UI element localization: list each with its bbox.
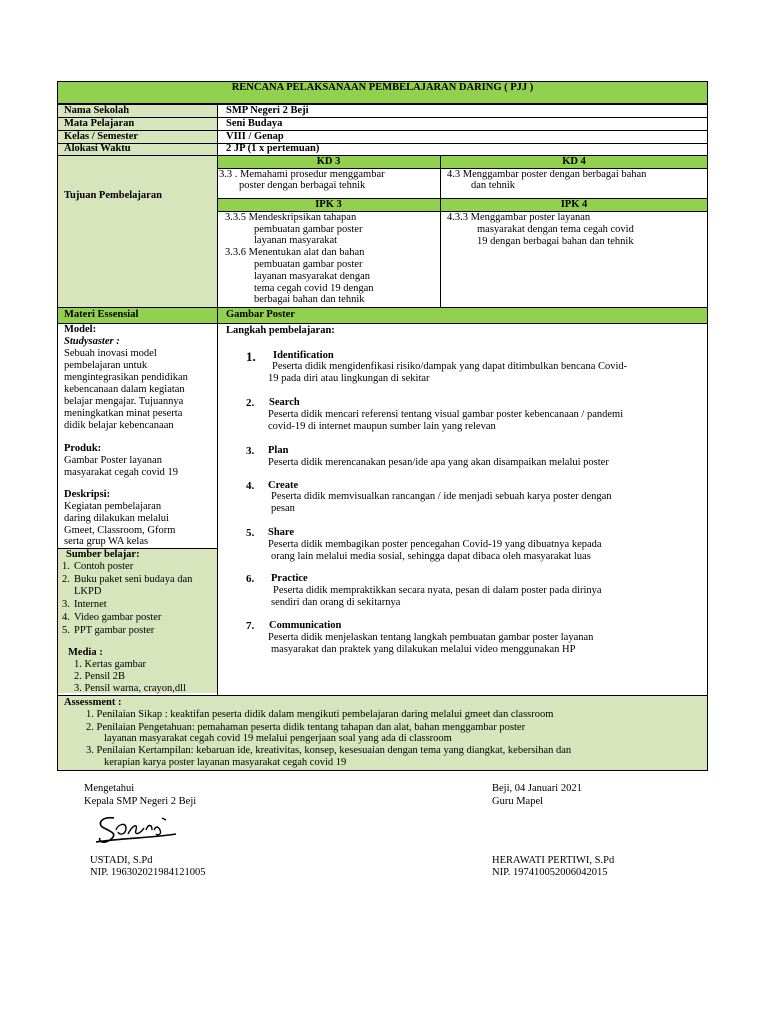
deskripsi-line-1: Kegiatan pembelajaran bbox=[64, 501, 162, 512]
deskripsi-label: Deskripsi: bbox=[64, 489, 111, 500]
identity-value-subject: Seni Budaya bbox=[226, 118, 283, 129]
sumber-num-2: 2. bbox=[62, 574, 70, 585]
document-title: RENCANA PELAKSANAAN PEMBELAJARAN DARING ( PJJ ) bbox=[231, 82, 534, 93]
step-number: 5. bbox=[246, 527, 255, 539]
ipk3-line-6: layanan masyarakat dengan bbox=[254, 271, 371, 282]
kd4-header: KD 4 bbox=[562, 156, 586, 167]
step-number: 3. bbox=[246, 445, 255, 457]
kd3-line-1: 3.3 . Memahami prosedur menggambar bbox=[219, 169, 385, 180]
step-number: 2. bbox=[246, 397, 255, 409]
ipk4-header: IPK 4 bbox=[560, 199, 588, 210]
sign-left-nip: NIP. 196302021984121005 bbox=[90, 867, 206, 878]
materi-row-bg bbox=[58, 308, 707, 323]
sumber-num-3: 3. bbox=[62, 599, 70, 610]
ipk4-line-2: masyarakat dengan tema cegah covid bbox=[477, 224, 634, 235]
identity-label-time: Alokasi Waktu bbox=[64, 143, 131, 154]
materi-label: Materi Essensial bbox=[64, 309, 139, 320]
model-desc-7: didik belajar kebencanaan bbox=[64, 420, 174, 431]
sign-right-line2: Guru Mapel bbox=[492, 796, 544, 807]
step-desc-2: 19 pada diri atau lingkungan di sekitar bbox=[268, 373, 430, 384]
assessment-item-1: 1. Penilaian Sikap : keaktifan peserta didik dalam mengikuti pembelajaran daring melalui gmeet dan classroom bbox=[86, 709, 554, 720]
step-number: 4. bbox=[246, 480, 255, 492]
step-desc-2: pesan bbox=[271, 503, 295, 514]
media-label: Media : bbox=[68, 647, 103, 658]
identity-label-subject: Mata Pelajaran bbox=[64, 118, 135, 129]
sign-left-name: USTADI, S.Pd bbox=[90, 855, 153, 866]
identity-label-class: Kelas / Semester bbox=[64, 131, 139, 142]
assessment-item-2a: 2. Penilaian Pengetahuan: pemahaman peserta didik tentang tahapan dan alat, bahan menggambar poster bbox=[86, 722, 526, 733]
sumber-num-1: 1. bbox=[62, 561, 70, 572]
identity-value-school: SMP Negeri 2 Beji bbox=[226, 105, 309, 116]
model-desc-2: pembelajaran untuk bbox=[64, 360, 148, 371]
step-number: 6. bbox=[246, 573, 255, 585]
step-desc-2: orang lain melalui media sosial, sehingga dapat dibaca oleh masyarakat luas bbox=[271, 551, 591, 562]
sumber-item-1: Contoh poster bbox=[74, 561, 134, 572]
sign-right-nip: NIP. 197410052006042015 bbox=[492, 867, 608, 878]
model-desc-5: belajar mengajar. Tujuannya bbox=[64, 396, 184, 407]
model-label: Model: bbox=[64, 324, 97, 335]
deskripsi-line-2: daring dilakukan melalui bbox=[64, 513, 169, 524]
media-item-1: 1. Kertas gambar bbox=[74, 659, 147, 670]
sign-left-line1: Mengetahui bbox=[84, 783, 135, 794]
media-item-3: 3. Pensil warna, crayon,dll bbox=[74, 683, 186, 694]
model-desc-6: meningkatkan minat peserta bbox=[64, 408, 183, 419]
signature-image bbox=[92, 808, 178, 848]
sumber-num-5: 5. bbox=[62, 625, 70, 636]
langkah-label: Langkah pembelajaran: bbox=[226, 325, 335, 336]
ipk3-header: IPK 3 bbox=[315, 199, 342, 210]
step-title: Identification bbox=[273, 350, 334, 361]
kd4-line-2: dan tehnik bbox=[471, 180, 516, 191]
kd4-line-1: 4.3 Menggambar poster dengan berbagai bahan bbox=[447, 169, 647, 180]
produk-line-2: masyarakat cegah covid 19 bbox=[64, 467, 178, 478]
step-number: 1. bbox=[246, 349, 256, 364]
ipk3-line-4: 3.3.6 Menentukan alat dan bahan bbox=[225, 247, 365, 258]
produk-line-1: Gambar Poster layanan bbox=[64, 455, 162, 466]
ipk3-line-7: tema cegah covid 19 dengan bbox=[254, 283, 374, 294]
deskripsi-line-3: Gmeet, Classroom, Gform bbox=[64, 525, 176, 536]
sumber-item-2: Buku paket seni budaya dan bbox=[74, 574, 193, 585]
step-desc-1: Peserta didik membagikan poster pencegahan Covid-19 yang dibuatnya kepada bbox=[268, 539, 602, 550]
sumber-item-5: PPT gambar poster bbox=[74, 625, 155, 636]
identity-value-class: VIII / Genap bbox=[226, 131, 284, 142]
step-title: Plan bbox=[268, 445, 289, 456]
step-desc-1: Peserta didik memvisualkan rancangan / ide menjadi sebuah karya poster dengan bbox=[271, 491, 612, 502]
step-title: Create bbox=[268, 480, 299, 491]
sumber-item-2b: LKPD bbox=[74, 586, 102, 597]
kd3-line-2: poster dengan berbagai tehnik bbox=[239, 180, 366, 191]
assessment-item-2b: layanan masyarakat cegah covid 19 melalui pengerjaan soal yang ada di classroom bbox=[104, 733, 452, 744]
step-title: Share bbox=[268, 527, 295, 538]
ipk4-line-3: 19 dengan berbagai bahan dan tehnik bbox=[477, 236, 634, 247]
model-desc-3: mengintegrasikan pendidikan bbox=[64, 372, 188, 383]
model-desc-1: Sebuah inovasi model bbox=[64, 348, 157, 359]
identity-label-school: Nama Sekolah bbox=[64, 105, 130, 116]
sign-right-line1: Beji, 04 Januari 2021 bbox=[492, 783, 582, 794]
ipk3-line-8: berbagai bahan dan tehnik bbox=[254, 294, 365, 305]
ipk3-line-1: 3.3.5 Mendeskripsikan tahapan bbox=[225, 212, 357, 223]
materi-value: Gambar Poster bbox=[226, 309, 295, 320]
produk-label: Produk: bbox=[64, 443, 102, 454]
step-title: Practice bbox=[271, 573, 308, 584]
sign-left-line2: Kepala SMP Negeri 2 Beji bbox=[84, 796, 197, 807]
assessment-item-3a: 3. Penilaian Kertampilan: kebaruan ide, kreativitas, konsep, kesesuaian dengan tema yang diangkat, kebersihan dan bbox=[86, 745, 572, 756]
step-desc-1: Peserta didik merencanakan pesan/ide apa yang akan disampaikan melalui poster bbox=[268, 457, 609, 468]
step-number: 7. bbox=[246, 620, 255, 632]
step-title: Communication bbox=[269, 620, 342, 631]
step-desc-1: Peserta didik mencari referensi tentang visual gambar poster kebencanaan / pandemi bbox=[268, 409, 624, 420]
step-desc-2: sendiri dan orang di sekitarnya bbox=[271, 597, 401, 608]
sumber-label: Sumber belajar: bbox=[66, 549, 140, 560]
model-name: Studysaster : bbox=[64, 336, 120, 347]
media-item-2: 2. Pensil 2B bbox=[74, 671, 126, 682]
step-desc-2: covid-19 di internet maupun sumber lain yang relevan bbox=[268, 421, 496, 432]
step-desc-2: masyarakat dan praktek yang dilakukan melalui video menggunakan HP bbox=[271, 644, 576, 655]
step-desc-1: Peserta didik menjelaskan tentang langkah pembuatan gambar poster layanan bbox=[268, 632, 594, 643]
tujuan-label: Tujuan Pembelajaran bbox=[64, 190, 162, 201]
ipk4-line-1: 4.3.3 Menggambar poster layanan bbox=[447, 212, 591, 223]
kd3-header: KD 3 bbox=[316, 156, 341, 167]
assessment-item-3b: kerapian karya poster layanan masyarakat cegah covid 19 bbox=[104, 757, 347, 768]
sumber-item-3: Internet bbox=[74, 599, 107, 610]
step-title: Search bbox=[269, 397, 300, 408]
ipk3-line-2: pembuatan gambar poster bbox=[254, 224, 363, 235]
step-desc-1: Peserta didik mengidenfikasi risiko/dampak yang dapat ditimbulkan bencana Covid- bbox=[272, 361, 628, 372]
assessment-label: Assessment : bbox=[64, 697, 122, 708]
ipk3-line-5: pembuatan gambar poster bbox=[254, 259, 363, 270]
step-desc-1: Peserta didik mempraktikkan secara nyata, pesan di dalam poster pada dirinya bbox=[273, 585, 602, 596]
model-desc-4: kebencanaan dalam kegiatan bbox=[64, 384, 185, 395]
sumber-item-4: Video gambar poster bbox=[74, 612, 162, 623]
sign-right-name: HERAWATI PERTIWI, S.Pd bbox=[492, 855, 615, 866]
ipk3-line-3: layanan masyarakat bbox=[254, 235, 338, 246]
deskripsi-line-4: serta grup WA kelas bbox=[64, 536, 149, 547]
sumber-num-4: 4. bbox=[62, 612, 70, 623]
identity-value-time: 2 JP (1 x pertemuan) bbox=[226, 143, 320, 154]
